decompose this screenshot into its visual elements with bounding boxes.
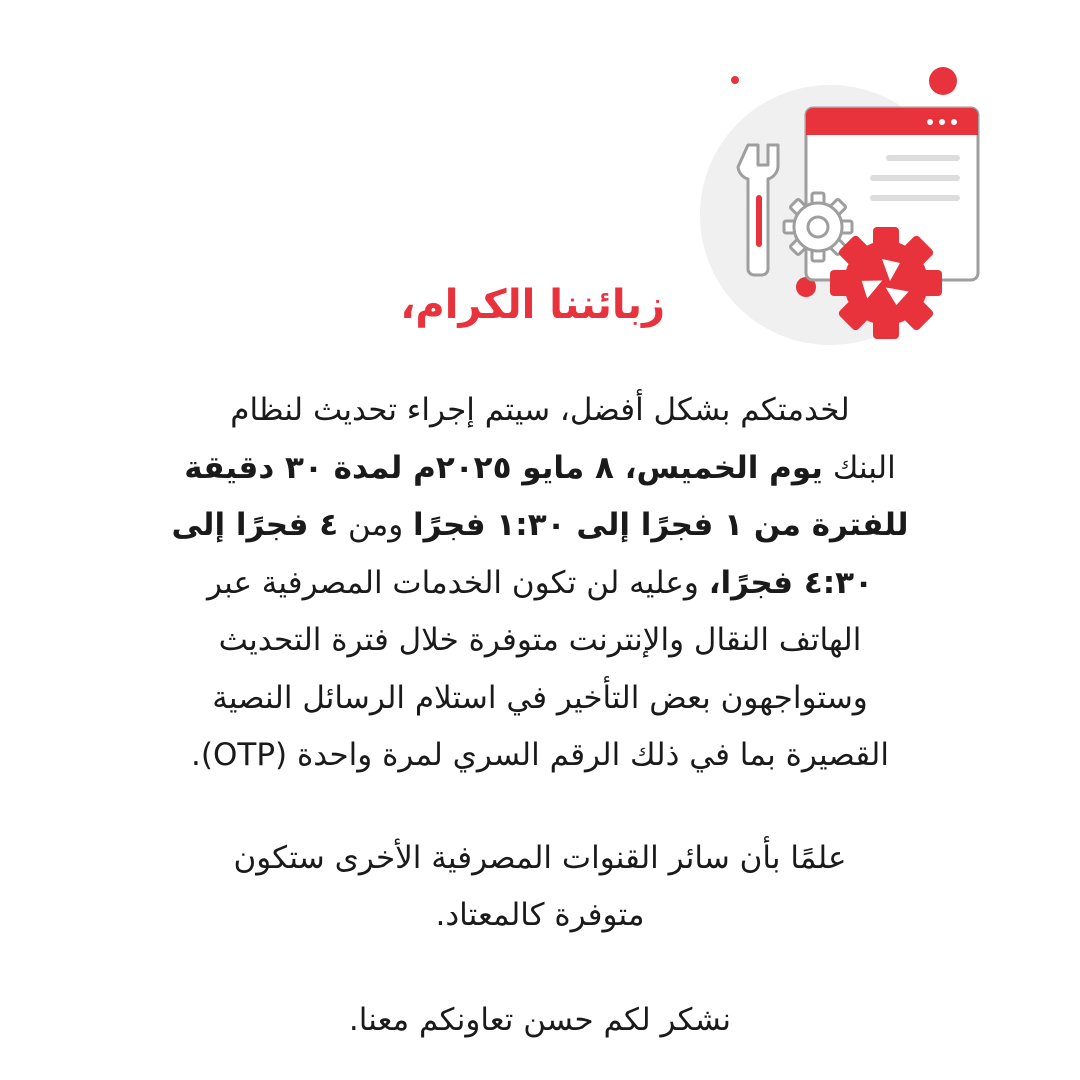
decorative-dot-large [929,67,957,95]
announcement-line-2-prefix: البنك [832,449,896,486]
availability-note [100,830,980,944]
announcement-line-3-connector: ومن [347,507,404,543]
announcement-line-5: الهاتف النقال والإنترنت متوفرة خلال فترة التحديث [218,622,862,658]
decorative-dot-small [731,76,739,84]
announcement-line-1: لخدمتكم بشكل أفضل، سيتم إجراء تحديث لنظام [230,392,850,428]
maintenance-window-1: للفترة من ١ فجرًا إلى ١:٣٠ فجرًا [413,507,909,543]
maintenance-date: يوم الخميس، ٨ مايو ٢٠٢٥م لمدة ٣٠ دقيقة [184,449,823,486]
availability-note-line-2: متوفرة كالمعتاد. [435,897,645,933]
brand-gear-icon [830,227,942,339]
announcement-line-7: القصيرة بما في ذلك الرقم السري لمرة واحدة (OTP). [191,737,889,773]
announcement-line-4-text: وعليه لن تكون الخدمات المصرفية عبر [207,564,699,601]
thanks-message: نشكر لكم حسن تعاونكم معنا. [348,1002,732,1038]
announcement-line-6: وستواجهون بعض التأخير في استلام الرسائل النصية [212,679,868,716]
announcement-line-3 [100,497,980,555]
announcement-paragraph [100,382,980,785]
announcement-line-2 [100,440,980,498]
greeting-heading: زبائننا الكرام، [400,282,665,328]
maintenance-window-2-start: ٤ فجرًا إلى [171,507,339,543]
maintenance-illustration [690,55,990,345]
maintenance-window-2-end: ٤:٣٠ فجرًا، [708,564,873,601]
availability-note-line-1: علمًا بأن سائر القنوات المصرفية الأخرى ستكون [233,840,847,876]
announcement-line-4 [100,555,980,613]
